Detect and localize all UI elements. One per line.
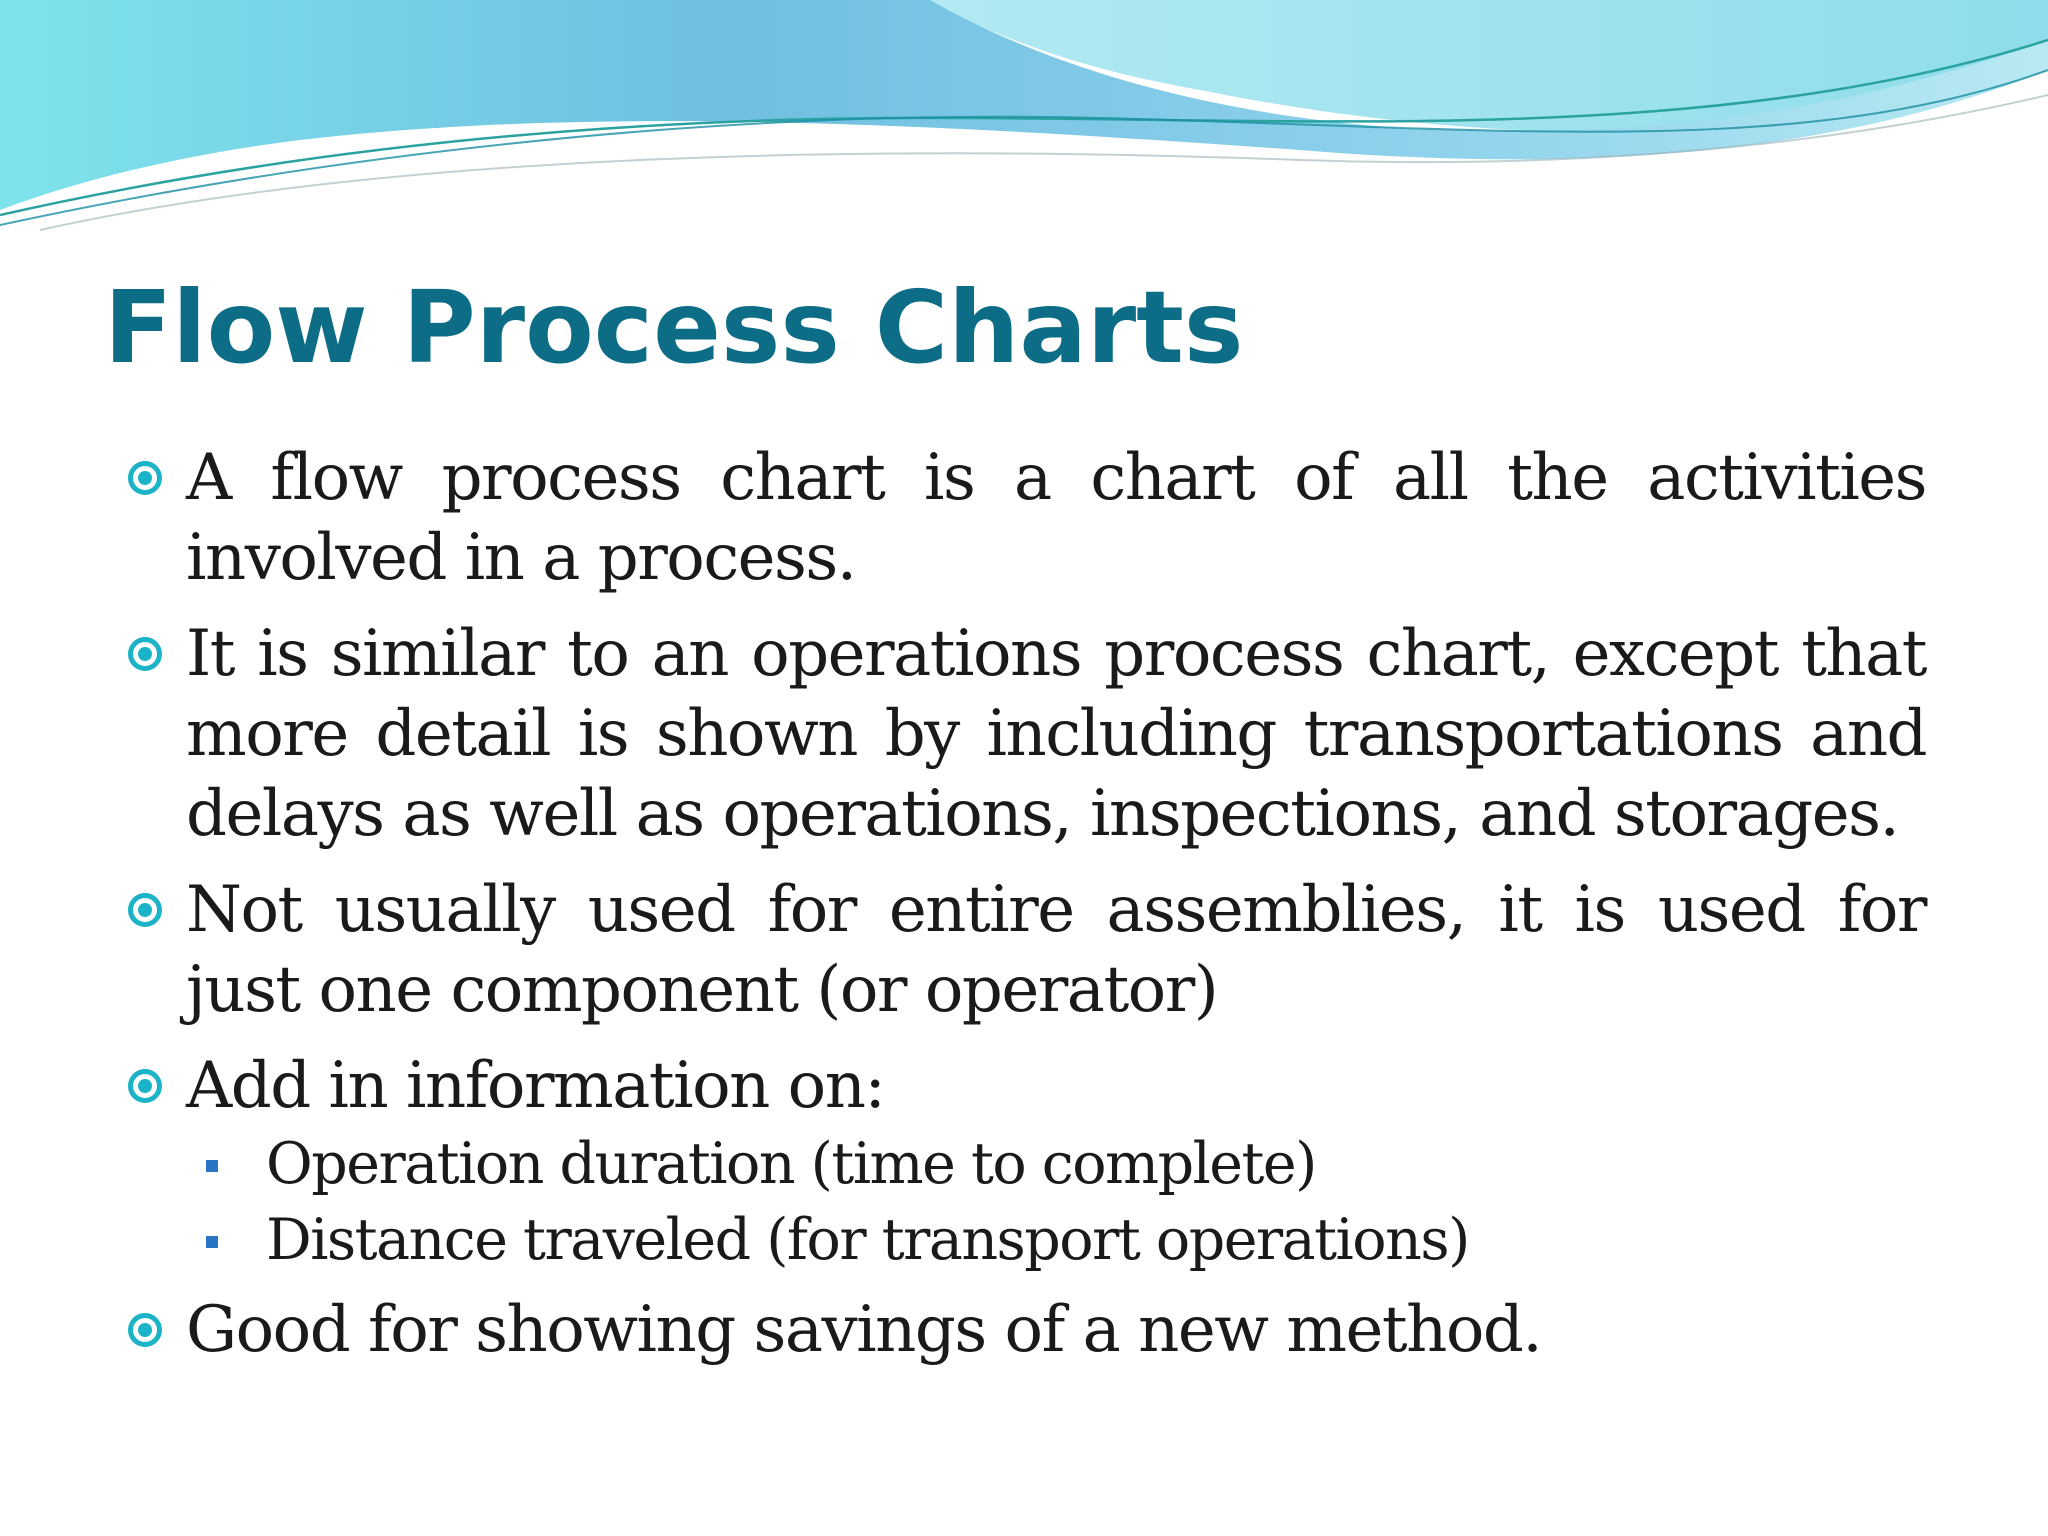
circle-bullet-icon [128,461,162,495]
circle-bullet-icon [128,893,162,927]
circle-bullet-icon [128,1069,162,1103]
circle-bullet-icon [128,637,162,671]
sub-bullet-text: Operation duration (time to complete) [266,1131,1316,1197]
slide-body [126,438,1926,1386]
bullet-item [126,438,1926,598]
square-bullet-icon [206,1236,218,1248]
bullet-item [126,1046,1926,1126]
bullet-text: It is similar to an operations process chart, except that more detail is shown by including transportations and delays as well as operations, inspections, and storages. [186,617,1926,851]
decorative-wave-header [0,0,2048,240]
circle-bullet-icon [128,1313,162,1347]
bullet-item [126,614,1926,854]
bullet-text: Good for showing savings of a new method. [186,1293,1542,1367]
bullet-item [126,1290,1926,1370]
slide-title: Flow Process Charts [104,269,1244,386]
sub-bullet-list [126,1126,1926,1278]
bullet-text: Add in information on: [186,1049,885,1123]
sub-bullet-text: Distance traveled (for transport operations) [266,1207,1469,1273]
bullet-text: A flow process chart is a chart of all the activities involved in a process. [186,441,1926,595]
bullet-item [126,870,1926,1030]
bullet-text: Not usually used for entire assemblies, it is used for just one component (or operator) [186,873,1926,1027]
square-bullet-icon [206,1160,218,1172]
sub-bullet-item [126,1202,1926,1278]
sub-bullet-item [126,1126,1926,1202]
